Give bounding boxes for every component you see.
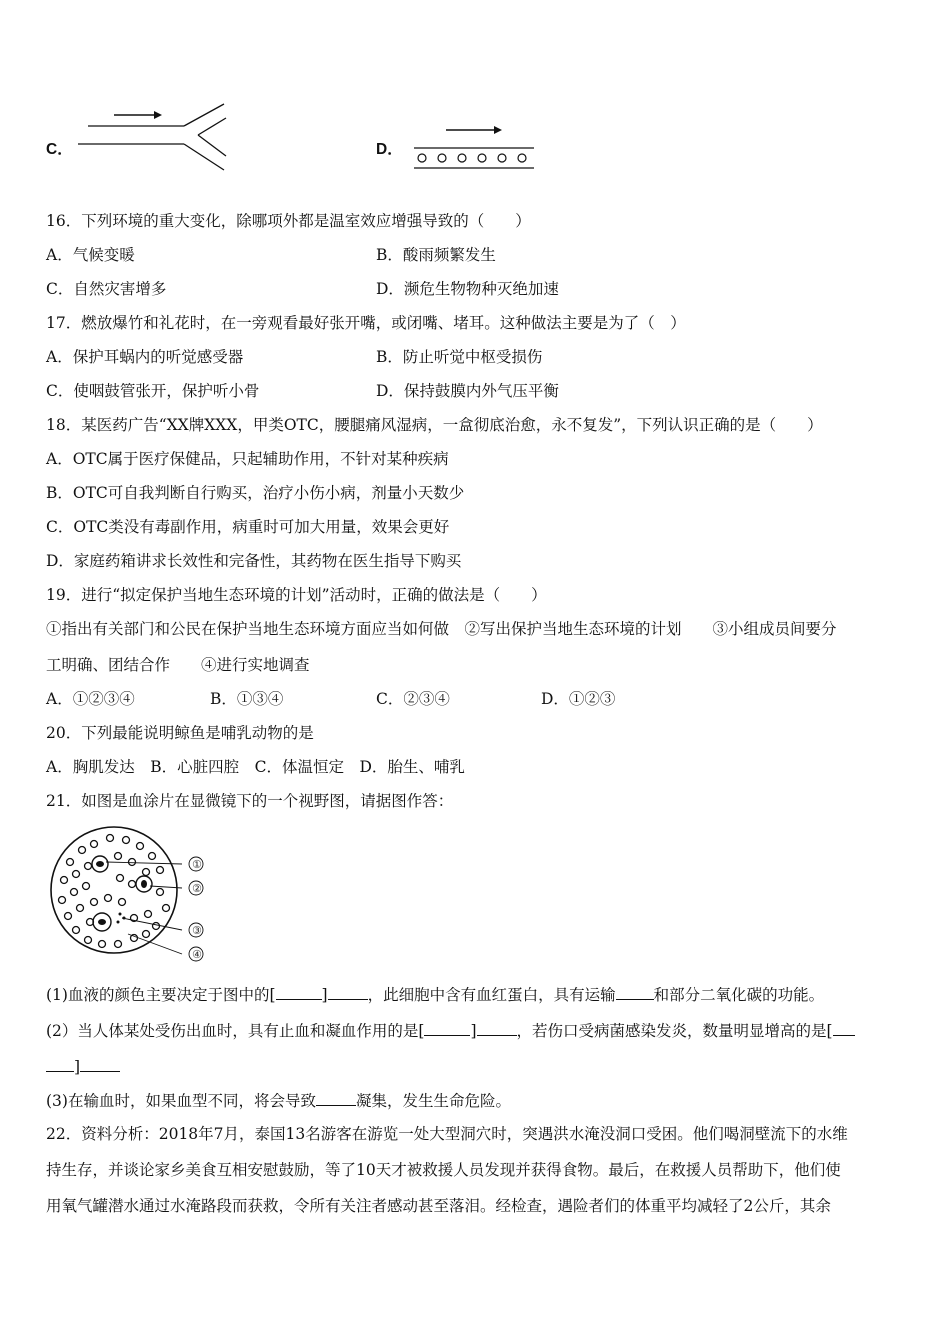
q16-option-a: A．气候变暖 [46,246,135,264]
q18-option-a: A．OTC属于医疗保健品，只起辅助作用，不针对某种疾病 [46,450,449,468]
q17-option-d: D．保持鼓膜内外气压平衡 [376,382,559,400]
q18-stem: 18．某医药广告“XX牌XXX，甲类OTC，腰腿痛风湿病，一盒彻底治愈，永不复发”，下列认识正确的是（ ） [46,416,823,434]
q21-part3-blank[interactable] [316,1089,356,1106]
figure-label-4: ④ [192,948,202,961]
q21-part2-text-d: ] [74,1058,81,1076]
q21-part1-text-a: (1)血液的颜色主要决定于图中的[ [46,986,276,1004]
q17-option-a: A．保护耳蜗内的听觉感受器 [46,348,244,366]
q21-part3 [46,1089,511,1111]
vessel-branch-figure [76,100,236,175]
q21-part2-blank-number[interactable] [424,1019,470,1036]
q20-options: A．胸肌发达 B．心脏四腔 C．体温恒定 D．胎生、哺乳 [46,758,465,776]
q18-option-c: C．OTC类没有毒副作用，病重时可加大用量，效果会更好 [46,518,450,536]
figure-label-3: ③ [192,924,202,937]
q16-stem: 16．下列环境的重大变化，除哪项外都是温室效应增强导致的（ ） [46,212,531,230]
q22-line3: 用氧气罐潜水通过水淹路段而获救，令所有关注者感动甚至落泪。经检查，遇险者们的体重平均减轻了2公斤，其余 [46,1197,831,1215]
q21-part2-blank-number2-end[interactable] [46,1055,74,1072]
q22-line2: 持生存，并谈论家乡美食互相安慰鼓励，等了10天才被救援人员发现并获得食物。最后，在救援人员帮助下，他们使 [46,1161,841,1179]
q20-stem: 20．下列最能说明鲸鱼是哺乳动物的是 [46,724,314,742]
q21-part3-text-b: 凝集，发生生命危险。 [355,1092,511,1110]
q21-part2-continued [46,1055,120,1077]
q19-option-a: A．①②③④ [46,690,135,708]
option-c-label: C． [46,141,73,158]
q21-stem: 21．如图是血涂片在显微镜下的一个视野图，请据图作答： [46,792,454,810]
q21-part1-blank-number[interactable] [276,983,322,1000]
q17-option-c: C．使咽鼓管张开，保护听小骨 [46,382,260,400]
q19-items-line1: ①指出有关部门和公民在保护当地生态环境方面应当如何做 ②写出保护当地生态环境的计划 ③小组成员间要分 [46,620,837,638]
q16-option-b: B．酸雨频繁发生 [376,246,496,264]
q21-part2-text-a: (2）当人体某处受伤出血时，具有止血和凝血作用的是[ [46,1022,425,1040]
q21-part2-blank-number2-start[interactable] [833,1019,855,1036]
q21-part1-blank-substance[interactable] [616,983,654,1000]
capillary-figure [406,118,541,173]
figure-label-1: ① [192,858,202,871]
q17-option-b: B．防止听觉中枢受损伤 [376,348,543,366]
q21-part1-text-c: ，此细胞中含有血红蛋白，具有运输 [367,986,616,1004]
figure-label-2: ② [192,882,202,895]
q21-part1 [46,983,824,1005]
q18-option-d: D．家庭药箱讲求长效性和完备性，其药物在医生指导下购买 [46,552,462,570]
q21-part2-text-b: ] [470,1022,477,1040]
q21-part2-blank-name2[interactable] [80,1055,120,1072]
q19-stem: 19．进行“拟定保护当地生态环境的计划”活动时，正确的做法是（ ） [46,586,547,604]
q16-option-c: C．自然灾害增多 [46,280,167,298]
q21-part1-text-d: 和部分二氧化碳的功能。 [653,986,825,1004]
q21-part1-blank-name[interactable] [328,983,368,1000]
q16-option-d: D．濒危生物物种灭绝加速 [376,280,559,298]
q21-part1-text-b: ] [321,986,328,1004]
q17-stem: 17．燃放爆竹和礼花时，在一旁观看最好张开嘴，或闭嘴、堵耳。这种做法主要是为了（ ） [46,314,686,332]
q22-line1: 22．资料分析：2018年7月，泰国13名游客在游览一处大型洞穴时，突遇洪水淹没洞口受困。他们喝洞壁流下的水维 [46,1125,848,1143]
blood-smear-figure [48,822,213,967]
q19-items-line2: 工明确、团结合作 ④进行实地调查 [46,656,310,674]
q19-option-c: C．②③④ [376,690,450,708]
q18-option-b: B．OTC可自我判断自行购买，治疗小伤小病，剂量小天数少 [46,484,465,502]
q19-option-b: B．①③④ [210,690,284,708]
q19-option-d: D．①②③ [541,690,616,708]
q21-part2 [46,1019,855,1041]
option-d-label: D． [376,141,403,158]
q21-part2-text-c: ，若伤口受病菌感染发炎，数量明显增高的是[ [516,1022,833,1040]
q21-part3-text-a: (3)在输血时，如果血型不同，将会导致 [46,1092,316,1110]
q21-part2-blank-name[interactable] [477,1019,517,1036]
